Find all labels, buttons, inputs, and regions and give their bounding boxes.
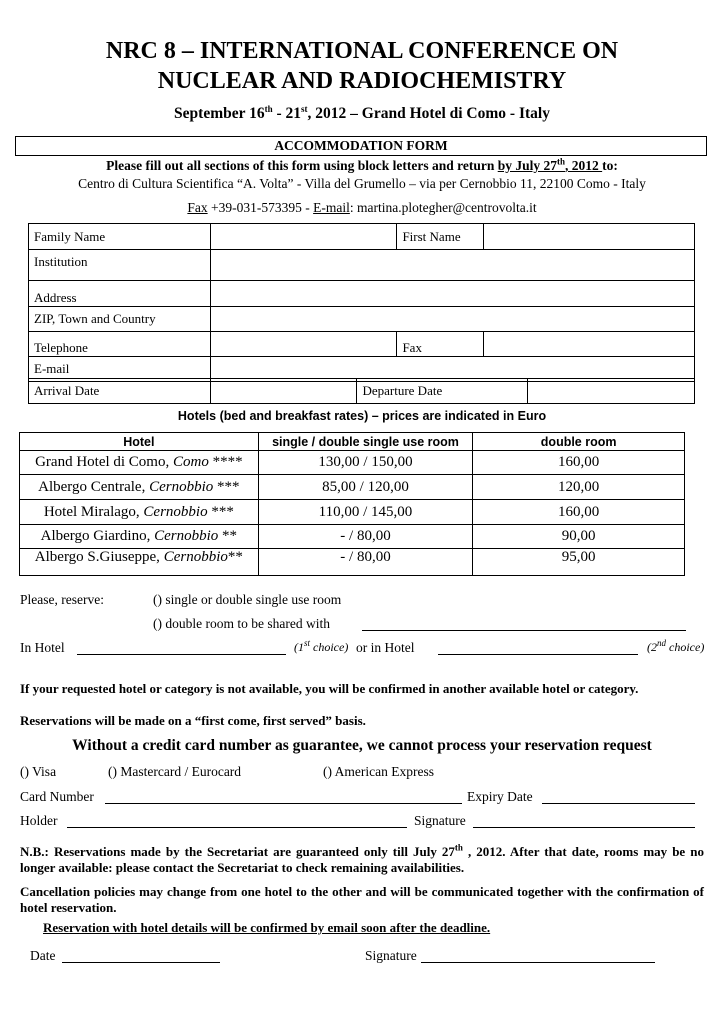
address-field[interactable] [210, 281, 694, 307]
cancellation-notice: Cancellation policies may change from one hotel to the other and will be communicated together with the confirmation of hotel reservation. [20, 884, 704, 915]
payment-signature-line[interactable] [473, 827, 695, 828]
single-price: 85,00 / 120,00 [258, 475, 473, 500]
address-label: Address [29, 281, 211, 307]
hotel-header: Hotel [20, 433, 259, 451]
departure-label: Departure Date [357, 379, 528, 404]
double-price: 120,00 [473, 475, 685, 500]
date-line[interactable] [62, 962, 220, 963]
nb-notice: N.B.: Reservations made by the Secretariat are guaranteed only till July 27th , 2012. After that date, rooms may be no longer available: please contact the Secretariat to check remaining availabilities. [20, 842, 704, 875]
final-signature-label: Signature [365, 948, 417, 963]
table-row [20, 475, 685, 500]
single-price: 130,00 / 150,00 [258, 451, 473, 475]
card-number-label: Card Number [20, 789, 94, 804]
double-price: 160,00 [473, 451, 685, 475]
visa-option[interactable]: () Visa [20, 764, 57, 779]
expiry-line[interactable] [542, 803, 695, 804]
double-price: 160,00 [473, 500, 685, 525]
institution-label: Institution [29, 250, 211, 281]
date-label: Date [30, 948, 56, 963]
conference-dates: September 16th - 21st, 2012 – Grand Hotel di Como - Italy [174, 103, 550, 122]
hotel-name: Albergo Centrale, Cernobbio *** [20, 475, 259, 500]
arrival-label: Arrival Date [29, 379, 211, 404]
fax-label: Fax [397, 332, 484, 357]
second-choice-label: (2nd choice) [647, 638, 705, 654]
single-room-header: single / double single use room [258, 433, 473, 451]
secretariat-address: Centro di Cultura Scientifica “A. Volta” - Villa del Grumello – via per Cernobbio 11, 22100 Como - Italy [78, 176, 646, 191]
hotels-caption: Hotels (bed and breakfast rates) – prices are indicated in Euro [177, 409, 547, 423]
mastercard-option[interactable]: () Mastercard / Eurocard [108, 764, 242, 779]
dates-table [28, 378, 695, 404]
institution-field[interactable] [210, 250, 694, 281]
shared-room-option[interactable]: () double room to be shared with [153, 616, 330, 631]
family-name-field[interactable] [210, 224, 397, 250]
shared-with-line[interactable] [362, 630, 686, 631]
in-hotel-label: In Hotel [20, 640, 65, 655]
single-price: - / 80,00 [258, 549, 473, 576]
hotel-name: Albergo Giardino, Cernobbio ** [20, 525, 259, 549]
card-number-line[interactable] [105, 803, 462, 804]
hotels-table [19, 432, 685, 576]
guarantee-notice: Without a credit card number as guarantee, we cannot process your reservation request [72, 737, 652, 754]
zip-field[interactable] [210, 307, 694, 332]
first-name-field[interactable] [484, 224, 695, 250]
double-room-header: double room [473, 433, 685, 451]
instructions-line: Please fill out all sections of this form using block letters and return by July 27th, 2012 to: [106, 156, 618, 173]
hotel-name: Hotel Miralago, Cernobbio *** [20, 500, 259, 525]
telephone-field[interactable] [210, 332, 397, 357]
telephone-label: Telephone [29, 332, 211, 357]
title-line-2: NUCLEAR AND RADIOCHEMISTRY [157, 68, 567, 94]
deadline: by July 27th, 2012 [497, 156, 603, 173]
hotel-name: Albergo S.Giuseppe, Cernobbio** [20, 549, 259, 576]
first-name-label: First Name [397, 224, 484, 250]
family-name-label: Family Name [29, 224, 211, 250]
expiry-label: Expiry Date [467, 789, 533, 804]
reserve-label: Please, reserve: [20, 592, 104, 607]
contact-line: Fax +39-031-573395 - E-mail: martina.plotegher@centrovolta.it [187, 200, 537, 215]
form-title: ACCOMMODATION FORM [15, 136, 707, 156]
single-price: 110,00 / 145,00 [258, 500, 473, 525]
table-row [20, 549, 685, 576]
availability-notice: If your requested hotel or category is not available, you will be confirmed in another available hotel or category. [20, 681, 639, 696]
personal-details-table [28, 223, 695, 382]
departure-field[interactable] [528, 379, 695, 404]
first-come-notice: Reservations will be made on a “first come, first served” basis. [20, 713, 366, 728]
second-choice-line[interactable] [438, 654, 638, 655]
hotel-name: Grand Hotel di Como, Como **** [20, 451, 259, 475]
fax-field[interactable] [484, 332, 695, 357]
amex-option[interactable]: () American Express [323, 764, 434, 779]
email-label: E-mail [29, 357, 211, 382]
zip-label: ZIP, Town and Country [29, 307, 211, 332]
first-choice-line[interactable] [77, 654, 286, 655]
payment-signature-label: Signature [414, 813, 466, 828]
holder-label: Holder [20, 813, 58, 828]
first-choice-label: (1st choice) [294, 638, 349, 654]
title-line-1: NRC 8 – INTERNATIONAL CONFERENCE ON [105, 38, 619, 64]
table-row [20, 451, 685, 475]
confirmation-notice: Reservation with hotel details will be confirmed by email soon after the deadline. [43, 920, 491, 935]
final-signature-line[interactable] [421, 962, 655, 963]
table-row [20, 525, 685, 549]
or-in-hotel-label: or in Hotel [356, 640, 415, 655]
arrival-field[interactable] [210, 379, 357, 404]
single-room-option[interactable]: () single or double single use room [153, 592, 342, 607]
double-price: 90,00 [473, 525, 685, 549]
double-price: 95,00 [473, 549, 685, 576]
table-row [20, 500, 685, 525]
single-price: - / 80,00 [258, 525, 473, 549]
holder-line[interactable] [67, 827, 407, 828]
